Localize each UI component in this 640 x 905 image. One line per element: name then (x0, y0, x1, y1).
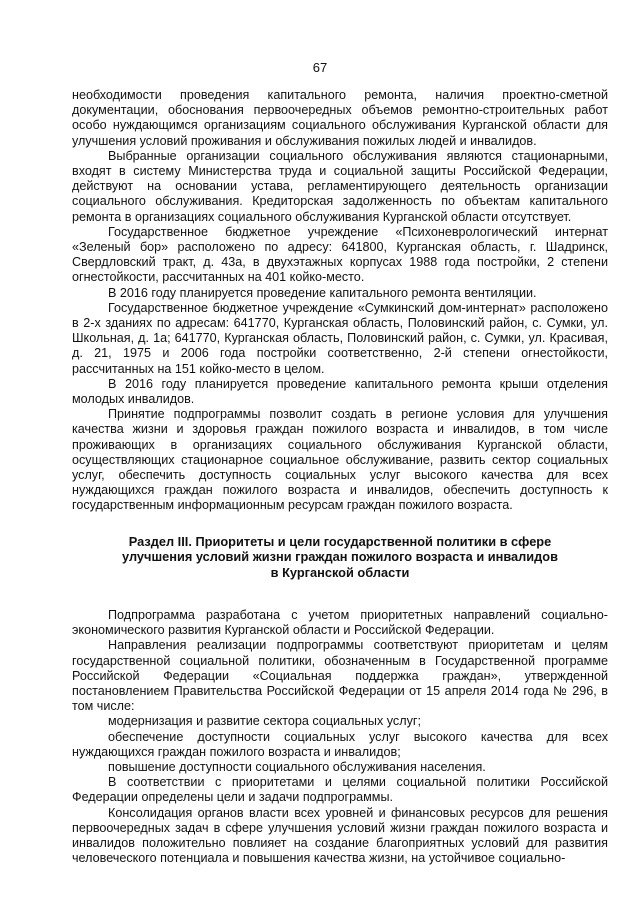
section-heading-line: в Курганской области (270, 564, 410, 580)
paragraph: Консолидация органов власти всех уровней и финансовых ресурсов для решения первоочередных задач в сфере улучшения условий жизни граждан пожилого возраста и инвалидов положительно повлияет на создание благоприятных условий для развития человеческого потенциала и повышения качества жизни, на устойчивое социально- (72, 805, 608, 866)
paragraph: Направления реализации подпрограммы соответствуют приоритетам и целям государственной социальной политики, обозначенным в Государственной программе Российской Федерации «Социальная поддержка граждан», утвержденной постановлением Правительства Российской Федерации от 15 апреля 2014 года № 296, в том числе: (72, 638, 608, 714)
paragraph: Выбранные организации социального обслуживания являются стационарными, входят в систему Министерства труда и социальной защиты Российской Федерации, действуют на основании устава, регламентирующего деятельность организации социального обслуживания. Кредиторская задолженность по объектам капитального ремонта в организациях социального обслуживания Курганской области отсутствует. (72, 148, 608, 224)
paragraph: необходимости проведения капитального ремонта, наличия проектно-сметной документации, обоснования первоочередных объемов ремонтно-строительных работ особо нуждающимся организациям социального обслуживания Курганской области для улучшения условий проживания и обслуживания пожилых людей и инвалидов. (72, 88, 608, 148)
paragraph: В соответствии с приоритетами и целями социальной политики Российской Федерации определены цели и задачи подпрограммы. (72, 775, 608, 805)
section-heading-line: улучшения условий жизни граждан пожилого возраста и инвалидов (122, 549, 558, 565)
page-number: 67 (312, 60, 328, 75)
paragraph: В 2016 году планируется проведение капитального ремонта крыши отделения молодых инвалидов. (72, 376, 608, 407)
paragraph: модернизация и развитие сектора социальных услуг; (108, 714, 421, 729)
paragraph: Подпрограмма разработана с учетом приоритетных направлений социально-экономического развития Курганской области и Российской Федерации. (72, 607, 608, 638)
paragraph: обеспечение доступности социальных услуг высокого качества для всех нуждающихся граждан пожилого возраста и инвалидов; (72, 729, 608, 759)
section-heading-line: Раздел III. Приоритеты и цели государственной политики в сфере (128, 533, 552, 549)
section-heading (72, 534, 608, 580)
paragraph: повышение доступности социального обслуживания населения. (108, 759, 486, 774)
document-body (72, 88, 608, 866)
paragraph: Принятие подпрограммы позволит создать в регионе условия для улучшения качества жизни и здоровья граждан пожилого возраста и инвалидов, в том числе проживающих в организациях социального обслуживания Курганской области, осуществляющих стационарное социальное обслуживание, развить сектор социальных услуг, обеспечить доступность социальных услуг высокого качества для всех нуждающихся граждан пожилого возраста и инвалидов, обеспечить доступность к государственным информационным ресурсам граждан пожилого возраста. (72, 407, 608, 513)
paragraph: Государственное бюджетное учреждение «Сумкинский дом-интернат» расположено в 2-х зданиях по адресам: 641770, Курганская область, Половинский район, с. Сумки, ул. Школьная, д. 1а; 641770, Курганская область, Половинский район, с. Сумки, ул. Красивая, д. 21, 1975 и 2006 года постройки соответственно, 2-й степени огнестойкости, рассчитанных на 151 койко-место в целом. (72, 300, 608, 376)
paragraph: Государственное бюджетное учреждение «Психоневрологический интернат «Зеленый бор» расположено по адресу: 641800, Курганская область, г. Шадринск, Свердловский тракт, д. 43а, в двухэтажных корпусах 1988 года постройки, 2 степени огнестойкости, рассчитанных на 401 койко-место. (72, 224, 608, 285)
paragraph: В 2016 году планируется проведение капитального ремонта вентиляции. (108, 285, 537, 300)
